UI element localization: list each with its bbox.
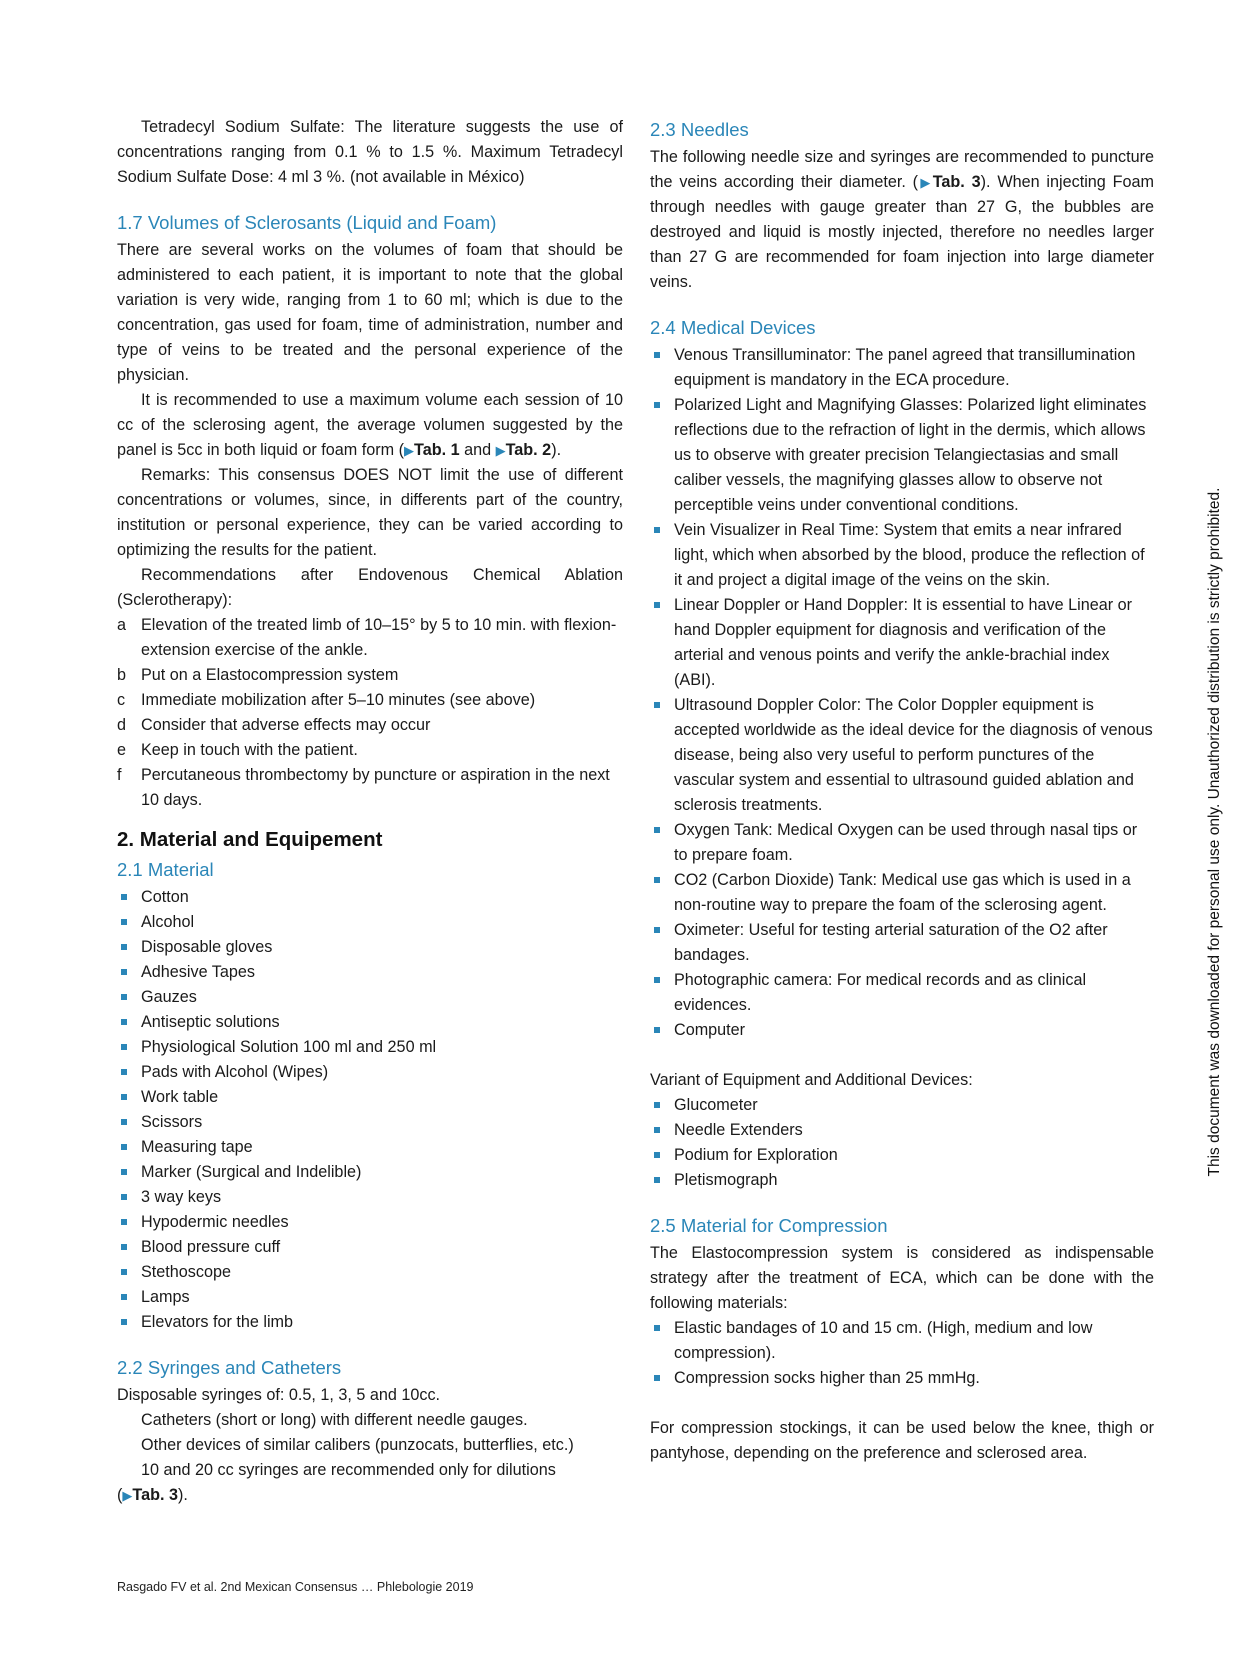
list-item bbox=[117, 663, 623, 688]
list-item: Adhesive Tapes bbox=[117, 960, 623, 985]
close-paren-text: ). bbox=[177, 1486, 188, 1504]
paragraph-tab3-ref bbox=[117, 1483, 623, 1508]
list-letter: c bbox=[117, 691, 126, 709]
list-item: Stethoscope bbox=[117, 1260, 623, 1285]
heading-2-2: 2.2 Syringes and Catheters bbox=[117, 1357, 342, 1378]
list-item: Pads with Alcohol (Wipes) bbox=[117, 1060, 623, 1085]
list-item bbox=[117, 613, 623, 663]
tab2-label: Tab. 2 bbox=[505, 441, 552, 459]
tab3-reference-link[interactable] bbox=[122, 1486, 178, 1504]
paragraph-elastocompression: The Elastocompression system is considered as indispensable strategy after the treatment of ECA, which can be done with the following materials: bbox=[650, 1244, 1154, 1312]
max-volume-text: It is recommended to use a maximum volume each session of 10 cc of the sclerosing agent, the average volumen suggested by the panel is 5cc in both liquid or foam form ( bbox=[117, 391, 623, 459]
list-item: Elastic bandages of 10 and 15 cm. (High, medium and low compression). bbox=[650, 1316, 1154, 1366]
paragraph-stockings: For compression stockings, it can be used below the knee, thigh or pantyhose, depending on the preference and sclerosed area. bbox=[650, 1419, 1154, 1462]
list-item-text: Elevation of the treated limb of 10–15° by 5 to 10 min. with flexion-extension exercise of the ankle. bbox=[141, 616, 617, 659]
list-letter: a bbox=[117, 616, 127, 634]
list-item: Oxygen Tank: Medical Oxygen can be used through nasal tips or to prepare foam. bbox=[650, 818, 1154, 868]
open-paren-text: ( bbox=[117, 1486, 123, 1504]
list-item: Marker (Surgical and Indelible) bbox=[117, 1160, 623, 1185]
list-letter: d bbox=[117, 716, 127, 734]
paragraph-needles bbox=[650, 145, 1154, 295]
paragraph-volumes: There are several works on the volumes of foam that should be administered to each patient, it is important to note that the global variation is very wide, ranging from 1 to 60 ml; which is due to the concentration, gas used for foam, time of administration, number and type of veins to be treated and the personal experience of the physician. bbox=[117, 241, 623, 384]
paragraph-syringes: Disposable syringes of: 0.5, 1, 3, 5 and 10cc. bbox=[117, 1386, 441, 1404]
list-item-text: Keep in touch with the patient. bbox=[141, 741, 358, 759]
list-item: CO2 (Carbon Dioxide) Tank: Medical use gas which is used in a non-routine way to prepare the foam of the sclerosing agent. bbox=[650, 868, 1154, 918]
list-item: Glucometer bbox=[650, 1093, 1154, 1118]
side-copyright-notice: This document was downloaded for personal use only. Unauthorized distribution is strictly prohibited. bbox=[1206, 487, 1223, 1177]
list-item-text: Immediate mobilization after 5–10 minutes (see above) bbox=[141, 691, 536, 709]
right-column bbox=[650, 115, 1154, 1466]
close-paren-text: ). bbox=[551, 441, 562, 459]
list-letter: b bbox=[117, 666, 127, 684]
list-item: Scissors bbox=[117, 1110, 623, 1135]
list-item: Pletismograph bbox=[650, 1168, 1154, 1193]
list-item: Alcohol bbox=[117, 910, 623, 935]
tab2-reference-link[interactable] bbox=[496, 441, 552, 459]
needles-text-cont: ). When injecting Foam through needles with gauge greater than 27 G, the bubbles are destroyed and liquid is mostly injected, therefore no needles larger than 27 G are recommended for foam injection into large diameter veins. bbox=[650, 173, 1155, 291]
list-item bbox=[117, 688, 623, 713]
left-column bbox=[117, 115, 623, 1508]
page-footer: Rasgado FV et al. 2nd Mexican Consensus … Phlebologie 2019 bbox=[117, 1580, 474, 1594]
tab1-label: Tab. 1 bbox=[414, 441, 460, 459]
list-item: Linear Doppler or Hand Doppler: It is essential to have Linear or hand Doppler equipment for diagnosis and verification of the arterial and venous points and verify the ankle-brachial index (ABI). bbox=[650, 593, 1154, 693]
list-item: Blood pressure cuff bbox=[117, 1235, 623, 1260]
list-item: Computer bbox=[650, 1018, 1154, 1043]
list-item: Disposable gloves bbox=[117, 935, 623, 960]
tab3-label: Tab. 3 bbox=[932, 173, 981, 191]
list-item-text: Consider that adverse effects may occur bbox=[141, 716, 431, 734]
list-item: Needle Extenders bbox=[650, 1118, 1154, 1143]
list-item: Polarized Light and Magnifying Glasses: Polarized light eliminates reflections due to the refraction of light in the dermis, which allows us to observe with greater precision Telangiectasias and small caliber vessels, the magnifying glasses allow to observe not perceptible veins under conventional conditions. bbox=[650, 393, 1154, 518]
triangle-right-icon: ▶ bbox=[404, 443, 415, 458]
tab3-label: Tab. 3 bbox=[132, 1486, 178, 1504]
list-item: Lamps bbox=[117, 1285, 623, 1310]
list-item: Elevators for the limb bbox=[117, 1310, 623, 1335]
triangle-right-icon: ▶ bbox=[495, 443, 506, 458]
list-item: Oximeter: Useful for testing arterial saturation of the O2 after bandages. bbox=[650, 918, 1154, 968]
triangle-right-icon: ▶ bbox=[122, 1488, 133, 1503]
recommendations-list bbox=[117, 613, 623, 813]
heading-1-7: 1.7 Volumes of Sclerosants (Liquid and Foam) bbox=[117, 212, 497, 233]
list-item: Ultrasound Doppler Color: The Color Doppler equipment is accepted worldwide as the ideal device for the diagnosis of venous disease, being also very useful to perform punctures of the vascular system and essential to ultrasound guided ablation and sclerosis treatments. bbox=[650, 693, 1154, 818]
list-item-text: Percutaneous thrombectomy by puncture or aspiration in the next 10 days. bbox=[141, 766, 610, 809]
list-item bbox=[117, 713, 623, 738]
list-item: Compression socks higher than 25 mmHg. bbox=[650, 1366, 1154, 1391]
tab1-reference-link[interactable] bbox=[404, 441, 460, 459]
list-item: Antiseptic solutions bbox=[117, 1010, 623, 1035]
paragraph-other-devices: Other devices of similar calibers (punzocats, butterflies, etc.) bbox=[141, 1436, 574, 1454]
paragraph-variant: Variant of Equipment and Additional Devices: bbox=[650, 1071, 973, 1089]
paragraph-catheters: Catheters (short or long) with different needle gauges. bbox=[141, 1411, 528, 1429]
list-letter: f bbox=[117, 766, 122, 784]
heading-2: 2. Material and Equipement bbox=[117, 828, 383, 851]
list-item: Podium for Exploration bbox=[650, 1143, 1154, 1168]
list-item: Measuring tape bbox=[117, 1135, 623, 1160]
triangle-right-icon: ▶ bbox=[918, 175, 933, 190]
list-item-text: Put on a Elastocompression system bbox=[141, 666, 399, 684]
tab3-reference-link[interactable] bbox=[918, 173, 981, 191]
paragraph-recommendations: Recommendations after Endovenous Chemical Ablation (Sclerotherapy): bbox=[117, 566, 623, 609]
heading-2-1: 2.1 Material bbox=[117, 859, 214, 880]
paragraph-tetradecyl: Tetradecyl Sodium Sulfate: The literature suggests the use of concentrations ranging from 0.1 % to 1.5 %. Maximum Tetradecyl Sodium Sulfate Dose: 4 ml 3 %. (not available in México) bbox=[117, 118, 623, 186]
list-item bbox=[117, 763, 623, 813]
list-item: Vein Visualizer in Real Time: System that emits a near infrared light, which when absorbed by the blood, produce the reflection of it and project a digital image of the veins on the skin. bbox=[650, 518, 1154, 593]
variants-list bbox=[650, 1093, 1154, 1193]
list-item: Work table bbox=[117, 1085, 623, 1110]
and-text: and bbox=[459, 441, 496, 459]
list-item: Physiological Solution 100 ml and 250 ml bbox=[117, 1035, 623, 1060]
devices-list bbox=[650, 343, 1154, 1043]
paragraph-dilutions: 10 and 20 cc syringes are recommended only for dilutions bbox=[141, 1461, 556, 1479]
needles-text: The following needle size and syringes are recommended to puncture the veins according their diameter. ( bbox=[650, 148, 1154, 191]
materials-list bbox=[117, 885, 623, 1335]
paragraph-remarks: Remarks: This consensus DOES NOT limit the use of different concentrations or volumes, since, in differents part of the country, institution or personal experience, they can be varied according to optimizing the results for the patient. bbox=[117, 466, 623, 559]
heading-2-4: 2.4 Medical Devices bbox=[650, 317, 816, 338]
list-item: Cotton bbox=[117, 885, 623, 910]
list-item: Venous Transilluminator: The panel agreed that transillumination equipment is mandatory in the ECA procedure. bbox=[650, 343, 1154, 393]
list-item: Gauzes bbox=[117, 985, 623, 1010]
list-letter: e bbox=[117, 741, 127, 759]
heading-2-3: 2.3 Needles bbox=[650, 119, 749, 140]
list-item: Hypodermic needles bbox=[117, 1210, 623, 1235]
compression-list bbox=[650, 1316, 1154, 1391]
heading-2-5: 2.5 Material for Compression bbox=[650, 1215, 888, 1236]
list-item: 3 way keys bbox=[117, 1185, 623, 1210]
list-item: Photographic camera: For medical records and as clinical evidences. bbox=[650, 968, 1154, 1018]
list-item bbox=[117, 738, 623, 763]
paragraph-max-volume bbox=[117, 388, 623, 463]
